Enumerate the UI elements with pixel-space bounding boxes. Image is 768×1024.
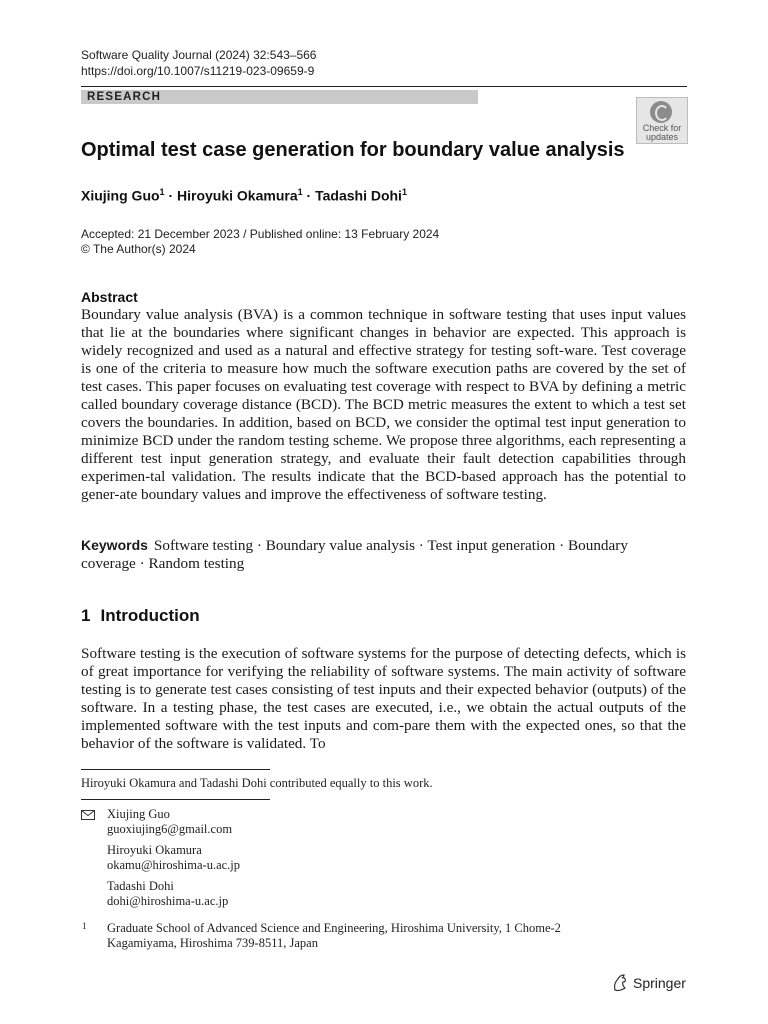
keywords-label: Keywords [81,537,148,553]
header-divider [81,86,687,87]
author-name[interactable]: Hiroyuki Okamura [177,187,298,204]
check-for-updates-icon[interactable] [636,97,688,144]
footnote-divider [81,769,270,770]
journal-doi[interactable]: https://doi.org/10.1007/s11219-023-09659-9 [81,64,315,78]
envelope-icon [81,810,95,820]
journal-header [81,47,316,79]
accepted-published: Accepted: 21 December 2023 / Published online: 13 February 2024 [81,227,440,241]
affiliation [107,921,667,951]
author-name[interactable]: Xiujing Guo [81,187,160,204]
author-separator: · [168,187,178,204]
affiliation-line: Kagamiyama, Hiroshima 739-8511, Japan [107,936,318,950]
author-separator: · [306,187,316,204]
article-type-label: RESEARCH [87,91,162,103]
affiliation-number: 1 [82,921,87,931]
contact-block [107,843,240,873]
springer-horse-icon [612,974,628,992]
author-affil-mark: 1 [159,187,165,197]
contact-name: Tadashi Dohi [107,879,174,893]
journal-citation: Software Quality Journal (2024) 32:543–566 [81,48,317,62]
section-title: Introduction [100,606,200,625]
contact-email[interactable]: dohi@hiroshima-u.ac.jp [107,894,229,908]
contribution-footnote: Hiroyuki Okamura and Tadashi Dohi contributed equally to this work. [81,776,433,790]
contact-email[interactable]: guoxiujing6@gmail.com [107,822,233,836]
keywords-list: Software testing · Boundary value analysis · Test input generation · Boundary coverage · Random testing [81,537,628,572]
author-name[interactable]: Tadashi Dohi [315,187,402,204]
contact-email[interactable]: okamu@hiroshima-u.ac.jp [107,858,241,872]
update-circle-icon [650,101,672,123]
contact-block [107,879,228,909]
section-heading [81,606,200,626]
contact-name: Xiujing Guo [107,807,170,821]
section-number: 1 [81,606,91,625]
introduction-body: Software testing is the execution of software systems for the purpose of detecting defects, which is of great importance for verifying the reliability of software systems. The main activity of software testing is to generate test cases consisting of test inputs and their expected behavior (outputs) of the software. In a testing phase, the test cases are executed, i.e., we obtain the actual outputs of the implemented software with the test inputs and com-pare them with the expected ones, so that the behavior of the software is validated. To [81,645,686,752]
keywords [81,536,686,573]
paper-title: Optimal test case generation for boundary value analysis [81,139,625,161]
contact-divider [81,799,270,800]
contact-block [107,807,232,837]
publisher-logo [612,974,686,992]
article-type-bar [81,90,478,104]
abstract-heading: Abstract [81,289,138,305]
affiliation-line: Graduate School of Advanced Science and Engineering, Hiroshima University, 1 Chome-2 [107,921,561,935]
contact-name: Hiroyuki Okamura [107,843,202,857]
abstract-body: Boundary value analysis (BVA) is a common technique in software testing that uses input values that lie at the boundaries where significant changes in behavior are expected. This approach is widely recognized and used as a natural and effective strategy for testing soft-ware. Test coverage is one of the criteria to measure how much the software execution paths are covered by the set of test cases. This paper focuses on evaluating test coverage with respect to BVA by defining a metric called boundary coverage distance (BCD). The BCD metric measures the extent to which a test set covers the boundaries. In addition, based on BCD, we consider the optimal test input generation to minimize BCD under the random testing scheme. We propose three algorithms, each representing a different test input generation strategy, and evaluate their fault detection capabilities through experimen-tal validation. The results indicate that the BCD-based approach has the potential to gener-ate boundary values and improve the effectiveness of software testing. [81,306,686,503]
author-affil-mark: 1 [401,187,407,197]
publisher-name: Springer [633,975,686,991]
author-affil-mark: 1 [297,187,303,197]
publication-dates [81,227,439,257]
author-list [81,187,407,204]
copyright: © The Author(s) 2024 [81,242,196,256]
check-updates-label: Check for updates [642,123,682,142]
